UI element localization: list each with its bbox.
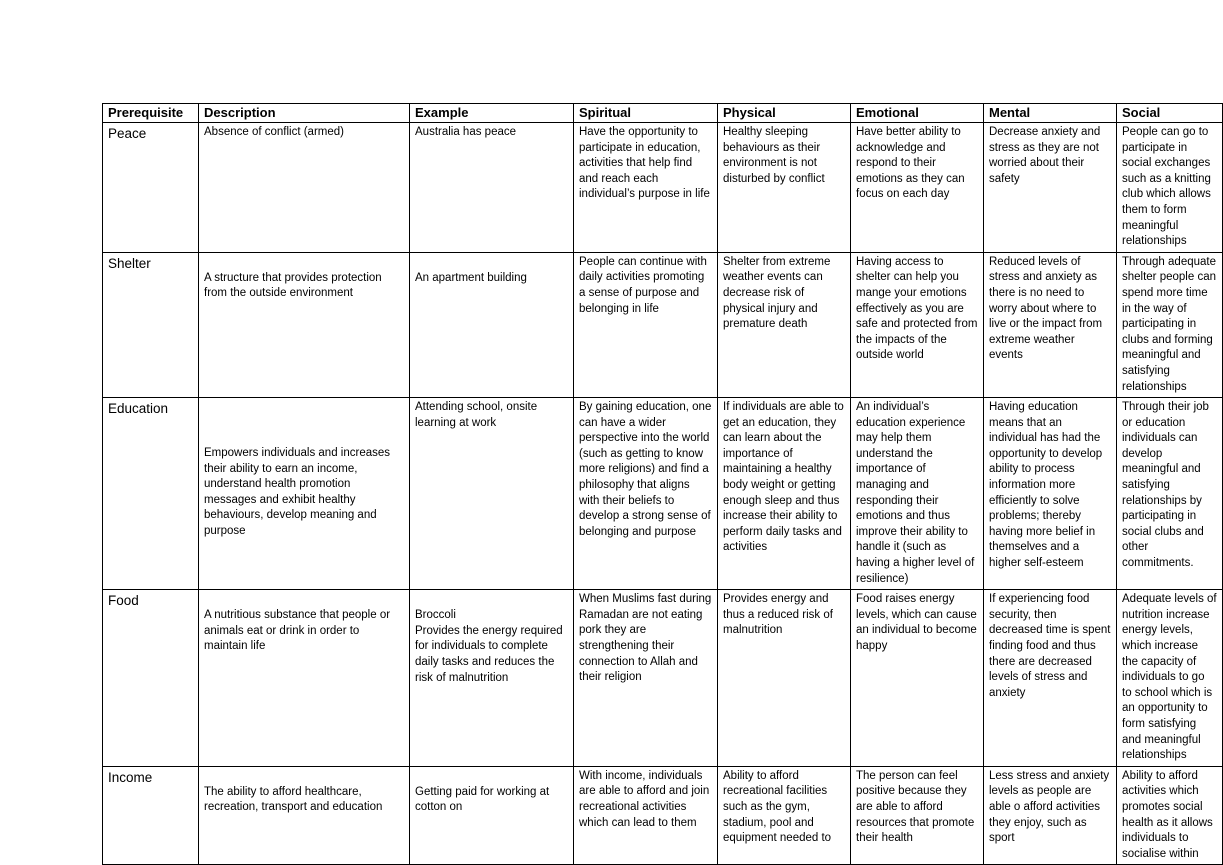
table-row-income [103,766,1223,865]
cell-prerequisite: Education [103,398,199,590]
header-row [103,104,1223,123]
cell-mental: Reduced levels of stress and anxiety as there is no need to worry about where to live or the impact from extreme weather events [984,252,1117,397]
cell-description: Empowers individuals and increases their ability to earn an income, understand health promotion messages and exhibit healthy behaviours, develop meaning and purpose [199,398,410,590]
cell-physical: Healthy sleeping behaviours as their environment is not disturbed by conflict [718,123,851,253]
header-example: Example [410,104,574,123]
cell-social: Adequate levels of nutrition increase energy levels, which increase the capacity of individuals to go to school which is an opportunity to form satisfying and meaningful relationships [1117,590,1223,767]
cell-physical: Provides energy and thus a reduced risk of malnutrition [718,590,851,767]
prerequisites-table [102,103,1223,865]
cell-example: Broccoli Provides the energy required for individuals to complete daily tasks and reduces the risk of malnutrition [410,590,574,767]
cell-prerequisite: Shelter [103,252,199,397]
cell-mental: If experiencing food security, then decreased time is spent finding food and thus there are decreased levels of stress and anxiety [984,590,1117,767]
header-mental: Mental [984,104,1117,123]
cell-prerequisite: Food [103,590,199,767]
cell-prerequisite: Income [103,766,199,865]
cell-emotional: An individual’s education experience may help them understand the importance of managing and responding their emotions and thus improve their ability to handle it (such as having a higher level of resilience) [851,398,984,590]
cell-spiritual: By gaining education, one can have a wider perspective into the world (such as getting to know more religions) and find a philosophy that aligns with their beliefs to develop a strong sense of belonging and purpose [574,398,718,590]
header-emotional: Emotional [851,104,984,123]
cell-mental: Decrease anxiety and stress as they are not worried about their safety [984,123,1117,253]
header-description: Description [199,104,410,123]
header-prerequisite: Prerequisite [103,104,199,123]
cell-social: Through their job or education individuals can develop meaningful and satisfying relationships by participating in social clubs and other commitments. [1117,398,1223,590]
cell-physical: Ability to afford recreational facilities such as the gym, stadium, pool and equipment needed to [718,766,851,865]
cell-spiritual: When Muslims fast during Ramadan are not eating pork they are strengthening their connection to Allah and their religion [574,590,718,767]
cell-description: The ability to afford healthcare, recreation, transport and education [199,766,410,865]
cell-mental: Having education means that an individual has had the opportunity to develop ability to process information more efficiently to solve problems; thereby having more belief in themselves and a higher self-esteem [984,398,1117,590]
header-social: Social [1117,104,1223,123]
cell-physical: Shelter from extreme weather events can decrease risk of physical injury and premature death [718,252,851,397]
cell-example: Attending school, onsite learning at work [410,398,574,590]
cell-emotional: Have better ability to acknowledge and respond to their emotions as they can focus on each day [851,123,984,253]
cell-description: Absence of conflict (armed) [199,123,410,253]
cell-description: A structure that provides protection from the outside environment [199,252,410,397]
cell-emotional: The person can feel positive because they are able to afford resources that promote their health [851,766,984,865]
table-row-shelter [103,252,1223,397]
cell-social: Through adequate shelter people can spend more time in the way of participating in clubs and forming meaningful and satisfying relationships [1117,252,1223,397]
table-row-food [103,590,1223,767]
cell-spiritual: People can continue with daily activities promoting a sense of purpose and belonging in life [574,252,718,397]
header-physical: Physical [718,104,851,123]
cell-example: An apartment building [410,252,574,397]
cell-prerequisite: Peace [103,123,199,253]
cell-example: Australia has peace [410,123,574,253]
cell-spiritual: Have the opportunity to participate in education, activities that help find and reach each individual’s purpose in life [574,123,718,253]
document-page [102,103,1217,860]
cell-social: Ability to afford activities which promotes social health as it allows individuals to socialise within [1117,766,1223,865]
cell-description: A nutritious substance that people or animals eat or drink in order to maintain life [199,590,410,767]
cell-social: People can go to participate in social exchanges such as a knitting club which allows them to form meaningful relationships [1117,123,1223,253]
cell-emotional: Food raises energy levels, which can cause an individual to become happy [851,590,984,767]
header-spiritual: Spiritual [574,104,718,123]
table-row-peace [103,123,1223,253]
cell-spiritual: With income, individuals are able to afford and join recreational activities which can lead to them [574,766,718,865]
cell-mental: Less stress and anxiety levels as people are able o afford activities they enjoy, such as sport [984,766,1117,865]
cell-emotional: Having access to shelter can help you mange your emotions effectively as you are safe and protected from the impacts of the outside world [851,252,984,397]
cell-physical: If individuals are able to get an education, they can learn about the importance of maintaining a healthy body weight or getting enough sleep and thus increase their ability to perform daily tasks and activities [718,398,851,590]
cell-example: Getting paid for working at cotton on [410,766,574,865]
table-row-education [103,398,1223,590]
